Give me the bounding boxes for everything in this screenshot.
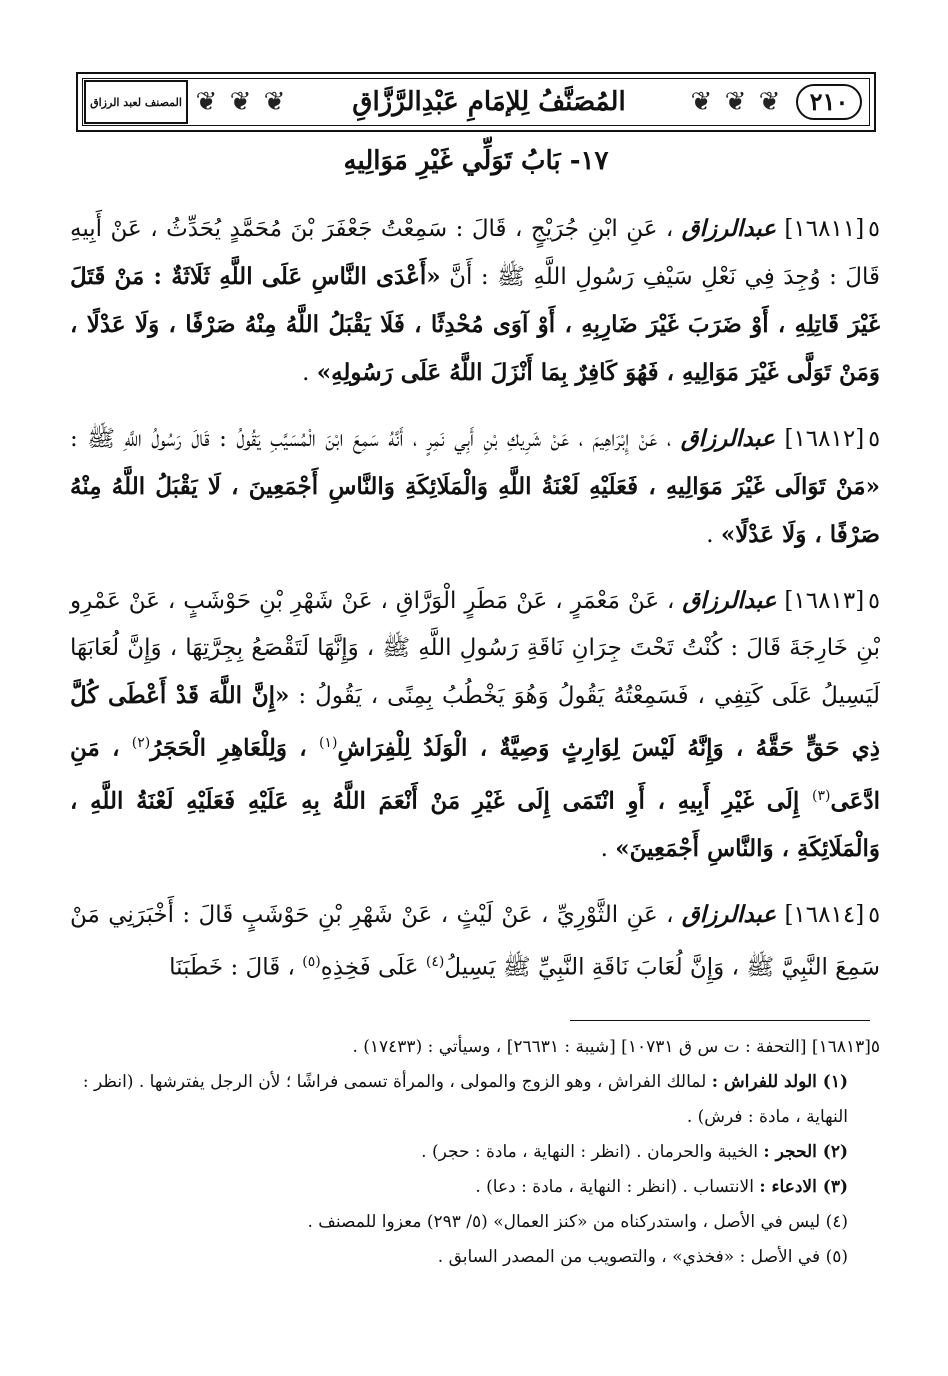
book-title: المُصَنَّفُ لِلإمَامِ عَبْدِالرَّزَّاقِ (352, 87, 626, 117)
isnad-part-3: ، قَالَ : خَطَبَنَا (169, 954, 303, 981)
matn-part-3: ، مَنِ ادَّعَى (70, 734, 880, 815)
page-number-wrap (784, 82, 874, 122)
hadith-number: [١٦٨١١] (784, 216, 865, 242)
footnote-text: لمالك الفراش ، وهو الزوج والمولى ، والمرأة تسمى فراشًا ؛ لأن الرجل يفترشها . (انظر : النهاية ، مادة : فرش) . (82, 1072, 848, 1127)
hadith-16811 (70, 205, 880, 397)
footnote-head: (٣) الادعاء : (759, 1177, 848, 1197)
hadith-marker: ٥ (868, 427, 881, 452)
matn-part-4: إِلَى غَيْرِ أَبِيهِ ، أَوِ انْتَمَى إِلَى غَيْرِ مَنْ أَنْعَمَ اللَّهُ بِهِ عَلَيْهِ فَعَلَيْهِ لَعْنَةُ اللَّهِ ، وَالْمَلَائِكَةِ ، وَالنَّاسِ أَجْمَعِينَ» (70, 787, 880, 863)
isnad: ، عَنِ ابْنِ جُرَيْجٍ ، قَالَ : سَمِعْتُ جَعْفَرَ بْنَ مُحَمَّدٍ يُحَدِّثُ ، عَنْ أَبِيهِ قَالَ : وُجِدَ فِي نَعْلِ سَيْفِ رَسُولِ اللَّهِ ﷺ : أَنَّ (70, 216, 881, 290)
footnote-text: (٤) ليس في الأصل ، واستدركناه من «كنز العمال» (٥/ ٢٩٣) معزوا للمصنف . (307, 1212, 848, 1232)
narrator-name: عبدالرزاق (680, 425, 775, 452)
header-ornament-left: ❦ ❦ ❦ (195, 87, 288, 117)
footnote-ref-2[interactable]: (٢) (131, 735, 151, 751)
narrator-name: عبدالرزاق (681, 215, 776, 242)
footnote-5 (70, 1240, 880, 1275)
header-ornament-right: ❦ ❦ ❦ (690, 87, 783, 117)
end-punct: . (302, 360, 317, 386)
footnote-ref-3[interactable]: (٣) (812, 787, 831, 804)
hadith-marker: ٥ (868, 903, 881, 929)
footnote-3 (70, 1170, 880, 1205)
chapter-title: ١٧- بَابُ تَوَلِّي غَيْرِ مَوَالِيهِ (343, 146, 609, 176)
footnote-text: الانتساب . (انظر : النهاية ، مادة : دعا) . (475, 1177, 760, 1197)
matn: «مَنْ تَوَالَى غَيْرَ مَوَالِيهِ ، فَعَلَيْهِ لَعْنَةُ اللَّهِ وَالْمَلَائِكَةِ وَالنَّاسِ أَجْمَعِينَ ، لَا يَقْبَلُ اللَّهُ مِنْهُ صَرْفًا ، وَلَا عَدْلًا» (70, 473, 880, 548)
hadith-16813 (70, 577, 880, 873)
narrator-name: عبدالرزاق (681, 901, 777, 929)
hadith-number: [١٦٨١٢] (784, 426, 865, 452)
footnote-ref-1[interactable]: (١) (318, 735, 338, 751)
footnote-2 (70, 1135, 880, 1170)
page-number: ٢١٠ (796, 84, 863, 120)
main-text (70, 205, 880, 1010)
footnote-ref-4[interactable]: (٤) (425, 954, 445, 971)
footnote-source (70, 1030, 880, 1065)
isnad: ، عَنِ الثَّوْرِيِّ ، عَنْ لَيْثٍ ، عَنْ شَهْرِ بْنِ حَوْشَبٍ قَالَ : أَخْبَرَنِي مَنْ سَمِعَ النَّبِيَّ ﷺ ، وَإِنَّ لُعَابَ نَاقَةِ النَّبِيِّ ﷺ يَسِيلُ (70, 902, 880, 981)
footnote-separator (570, 1020, 870, 1021)
footnote-text: الخيبة والحرمان . (انظر : النهاية ، مادة : حجر) . (421, 1142, 764, 1162)
hadith-16814 (70, 891, 880, 992)
footnote-text: (٥) في الأصل : «فخذي» ، والتصويب من المصدر السابق . (437, 1247, 848, 1267)
matn-part-2: ، وَلِلْعَاهِرِ الْحَجَرُ (150, 734, 319, 762)
footnote-ref-5[interactable]: (٥) (302, 954, 321, 971)
isnad-part-2: عَلَى فَخِذِهِ (320, 954, 426, 981)
hadith-number: [١٦٨١٤] (784, 902, 865, 929)
isnad: ، عَنْ إِبْرَاهِيمَ ، عَنْ شَرِيكِ بْنِ أَبِي نَمِرٍ ، أَنَّهُ سَمِعَ ابْنَ الْمُسَيَّبِ يَقُولُ : قَالَ رَسُولُ اللَّهِ ﷺ : (70, 426, 672, 452)
footnote-head: (٢) الحجر : (763, 1142, 848, 1162)
footnote-head: (١) الولد للفراش : (711, 1072, 848, 1092)
emblem-text: المصنف لعبد الرزاق (90, 95, 182, 109)
header-emblem (84, 80, 188, 124)
page-header (76, 72, 876, 132)
footnotes (70, 1030, 880, 1275)
hadith-number: [١٦٨١٣] (784, 588, 865, 614)
matn: «إِنَّ اللَّهَ قَدْ أَعْطَى كُلَّ ذِي حَقٍّ حَقَّهُ ، وَإِنَّهُ لَيْسَ لِوَارِثٍ وَصِيَّةٌ ، الْوَلَدُ لِلْفِرَاشِ (70, 682, 880, 762)
footnote-1 (70, 1065, 880, 1135)
narrator-name: عبدالرزاق (682, 587, 777, 614)
end-punct: . (600, 836, 616, 863)
matn: «أَعْدَى النَّاسِ عَلَى اللَّهِ ثَلَاثَةٌ : مَنْ قَتَلَ غَيْرَ قَاتِلِهِ ، أَوْ ضَرَبَ غَيْرَ ضَارِبِهِ ، أَوْ آوَى مُحْدِثًا ، فَلَا يَقْبَلُ اللَّهُ مِنْهُ صَرْفًا ، وَلَا عَدْلًا ، وَمَنْ تَوَلَّى غَيْرَ مَوَالِيهِ ، فَهُوَ كَافِرٌ بِمَا أَنْزَلَ اللَّهُ عَلَى رَسُولِهِ» (70, 263, 880, 386)
header-title-wrap (289, 87, 689, 117)
hadith-marker: ٥ (868, 589, 880, 614)
hadith-16812 (70, 415, 880, 559)
footnote-4 (70, 1205, 880, 1240)
end-punct: . (706, 522, 721, 548)
hadith-marker: ٥ (868, 217, 880, 242)
footnote-text: ٥[١٦٨١٣] [التحفة : ت س ق ١٠٧٣١] [شيبة : ٢٦٦٣١] ، وسيأتي : (١٧٤٣٣) . (352, 1037, 880, 1057)
isnad: ، عَنْ مَعْمَرٍ ، عَنْ مَطَرٍ الْوَرَّاقِ ، عَنْ شَهْرِ بْنِ حَوْشَبٍ ، عَنْ عَمْرِو بْنِ خَارِجَةَ قَالَ : كُنْتُ تَحْتَ جِرَانِ نَاقَةِ رَسُولِ اللَّهِ ﷺ ، وَإِنَّهَا لَتَقْصَعُ بِجِرَّتِهَا ، وَإِنَّ لُعَابَهَا لَيَسِيلُ عَلَى كَتِفِي ، فَسَمِعْتُهُ يَقُولُ وَهُوَ يَخْطُبُ بِمِنًى ، يَقُولُ : (70, 588, 880, 709)
